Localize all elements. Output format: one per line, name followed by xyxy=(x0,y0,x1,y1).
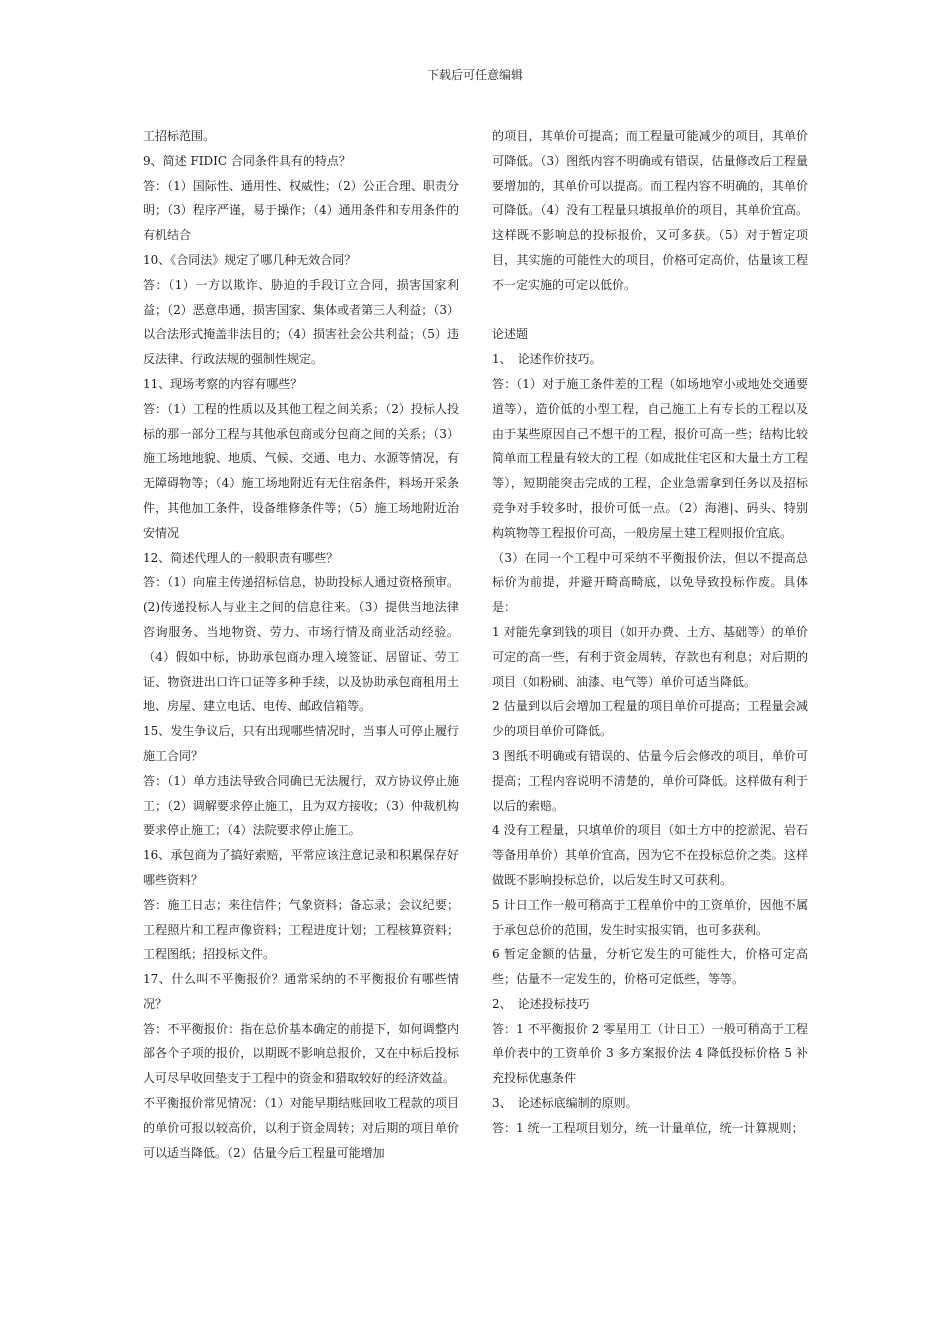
question: 15、发生争议后，只有出现哪些情况时，当事人可停止履行施工合同？ xyxy=(143,724,459,763)
paragraph: 不平衡报价常见情况：（1）对能早期结账回收工程款的项目的单价可报以较高价，以利于资金周转；对后期的项目单价可以适当降低。（2）估量今后工程量可能增加 xyxy=(143,1096,459,1160)
question: 2、 论述投标技巧 xyxy=(492,996,590,1011)
question: 12、简述代理人的一般职责有哪些？ xyxy=(143,550,339,565)
paragraph: 工招标范围。 xyxy=(143,129,216,143)
paragraph: （3）在同一个工程中可采纳不平衡报价法，但以不提高总标价为前提，并避开畸高畸底，以免导致投标作废。具体是： xyxy=(492,550,808,615)
answer: 答：（1）向雇主传递招标信息，协助投标人通过资格预审。(2)传递投标人与业主之间的信息往来。（3）提供当地法律咨询服务、当地物资、劳力、市场行情及商业活动经验。（4）假如中标，协助承包商办理入境签证、居留证、劳工证、物资进出口许口证等多种手续，以及协助承包商租用土地、房屋、建立电话、电传、邮政信箱等。 xyxy=(143,575,459,714)
question: 10、《合同法》规定了哪几种无效合同？ xyxy=(143,252,357,267)
question: 11、现场考察的内容有哪些？ xyxy=(143,376,303,391)
right-column xyxy=(492,124,808,1141)
question: 1、 论述作价技巧。 xyxy=(492,352,602,367)
blank-line xyxy=(492,298,808,323)
list-item: 4 没有工程量，只填单价的项目（如土方中的挖淤泥、岩石等备用单价）其单价宜高，因为它不在投标总价之类。这样做既不影响投标总价，以后发生时又可获利。 xyxy=(492,823,808,887)
section-heading: 论述题 xyxy=(492,327,529,342)
question: 17、什么叫不平衡报价？通常采纳的不平衡报价有哪些情况？ xyxy=(143,972,459,1011)
list-item: 6 暂定金额的估量，分析它发生的可能性大，价格可定高些；估量不一定发生的，价格可定低些，等等。 xyxy=(492,947,808,987)
answer: 答：（1）一方以欺诈、胁迫的手段订立合同，损害国家利益；（2）恶意串通，损害国家、集体或者第三人利益；（3）以合法形式掩盖非法目的；（4）损害社会公共利益；（5）违反法律、行政法规的强制性规定。 xyxy=(143,277,459,367)
paragraph: 的项目，其单价可提高；而工程量可能减少的项目，其单价可降低。（3）图纸内容不明确或有错误，估量修改后工程量要增加的，其单价可以提高。而工程内容不明确的，其单价可降低。（4）没有工程量只填报单价的项目，其单价宜高。这样既不影响总的投标报价，又可多获。（5）对于暂定项目，其实施的可能性大的项目，价格可定高价，估量该工程不一定实施的可定以低价。 xyxy=(492,129,808,292)
list-item: 2 估量到以后会增加工程量的项目单价可提高；工程量会减少的项目单价可降低。 xyxy=(492,699,808,739)
question: 16、承包商为了搞好索赔，平常应该注意记录和积累保存好哪些资料？ xyxy=(143,848,459,887)
answer: 答：（1）单方违法导致合同确已无法履行，双方协议停止施工；（2）调解要求停止施工，且为双方接收；（3）仲裁机构要求停止施工；（4）法院要求停止施工。 xyxy=(143,773,459,838)
answer: 答：（1）国际性、通用性、权威性；（2）公正合理、职责分明；（3）程序严谨，易于操作；（4）通用条件和专用条件的有机结合 xyxy=(143,178,459,243)
question: 9、简述 FIDIC 合同条件具有的特点？ xyxy=(143,153,351,168)
answer: 答：（1）对于施工条件差的工程（如场地窄小或地处交通要道等），造价低的小型工程，自己施工上有专长的工程以及由于某些原因自己不想干的工程，报价可高一些；结构比较简单而工程量有较大的工程（如成批住宅区和大量土方工程等），短期能突击完成的工程，企业急需拿到任务以及招标竞争对手较多时，报价可低一点。（2）海港|、码头、特别构筑物等工程报价可高，一般房屋土建工程则报价宜底。 xyxy=(492,376,808,540)
answer: 答：施工日志；来往信件；气象资料；备忘录；会议纪要；工程照片和工程声像资料；工程进度计划；工程核算资料；工程图纸；招投标文件。 xyxy=(143,897,459,962)
answer: 答：1 不平衡报价 2 零星用工（计日工）一般可稍高于工程单价表中的工资单价 3 多方案报价法 4 降低投标价格 5 补充投标优惠条件 xyxy=(492,1021,808,1086)
answer: 答：（1）工程的性质以及其他工程之间关系；（2）投标人投标的那一部分工程与其他承包商或分包商之间的关系；（3）施工场地地貌、地质、气候、交通、电力、水源等情况，有无障碍物等；（4）施工场地附近有无住宿条件，料场开采条件，其他加工条件，设备维修条件等；（5）施工场地附近治安情况 xyxy=(143,401,459,540)
list-item: 1 对能先拿到钱的项目（如开办费、土方、基础等）的单价可定的高一些，有利于资金周转，存款也有利息；对后期的项目（如粉刷、油漆、电气等）单价可适当降低。 xyxy=(492,624,808,689)
list-item: 3 图纸不明确或有错误的、估量今后会修改的项目，单价可提高；工程内容说明不清楚的，单价可降低。这样做有利于以后的索赔。 xyxy=(492,748,808,813)
answer: 答：不平衡报价：指在总价基本确定的前提下，如何调整内部各个子项的报价，以期既不影响总报价，又在中标后投标人可尽早收回垫支于工程中的资金和猎取较好的经济效益。 xyxy=(143,1021,459,1086)
left-column xyxy=(143,124,459,1165)
list-item: 5 计日工作一般可稍高于工程单价中的工资单价，因他不属于承包总价的范围，发生时实报实销，也可多获利。 xyxy=(492,897,808,937)
page-header: 下载后可任意编辑 xyxy=(426,68,523,82)
question: 3、 论述标底编制的原则。 xyxy=(492,1096,638,1111)
answer: 答：1 统一工程项目划分，统一计量单位，统一计算规则； xyxy=(492,1120,804,1135)
